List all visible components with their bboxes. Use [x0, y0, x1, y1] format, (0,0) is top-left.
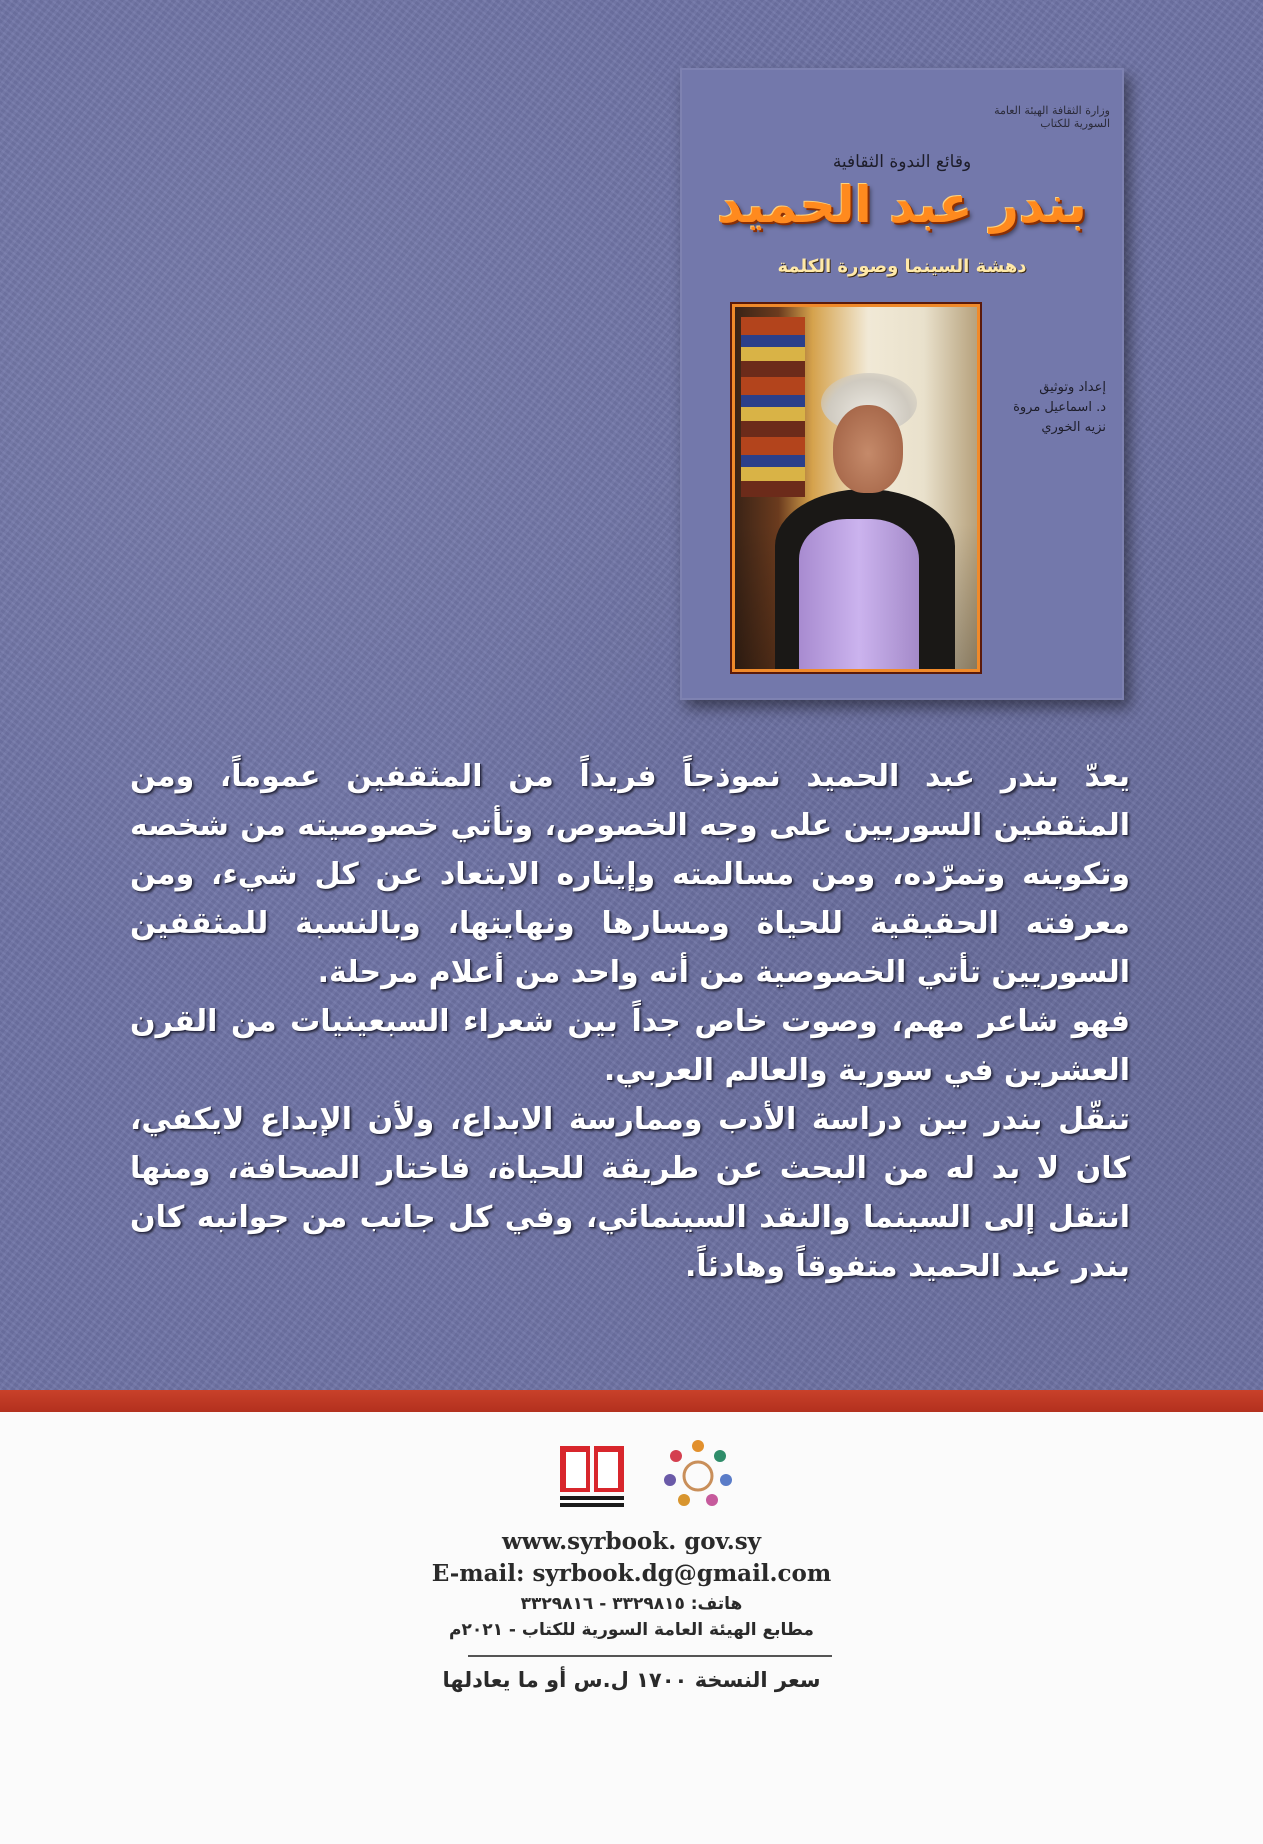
- ring-logo-icon: [660, 1436, 736, 1512]
- photo-shirt: [799, 519, 919, 672]
- series-label: وقائع الندوة الثقافية: [832, 152, 972, 172]
- blurb-paragraph: تنقّل بندر بين دراسة الأدب وممارسة الابداع، ولأن الإبداع لايكفي، كان لا بد له من البحث عن طريقة للحياة، فاختار الصحافة، ومنها انتقل إلى السينما والنقد السينمائي، وفي كل جانب من جوانبه كان بندر عبد الحميد متفوقاً وهادئاً.: [130, 1102, 1130, 1284]
- blurb-paragraph: يعدّ بندر عبد الحميد نموذجاً فريداً من المثقفين عموماً، ومن المثقفين السوريين على وجه الخصوص، وتأتي خصوصيته من شخصه وتكوينه وتمرّده، ومن مسالمته وإيثاره الابتعاد عن كل شيء، ومن معرفته الحقيقية للحياة ومسارها ونهايتها، وبالنسبة للمثقفين السوريين تأتي الخصوصية من أنه واحد من أعلام مرحلة.: [130, 759, 1130, 990]
- painting-backdrop: [741, 317, 805, 497]
- printer-line: مطابع الهيئة العامة السورية للكتاب - ٢٠٢١م: [449, 1620, 814, 1640]
- credit-line: نزيه الخوري: [1041, 420, 1106, 435]
- price-label: سعر النسخة ١٧٠٠ ل.س أو ما يعادلها: [442, 1668, 821, 1692]
- phone-numbers: هاتف: ٣٣٢٩٨١٥ - ٣٣٢٩٨١٦: [520, 1594, 743, 1614]
- credit-line: د. اسماعيل مروة: [1013, 400, 1106, 415]
- publisher-label: وزارة الثقافة الهيئة العامة السورية للكتاب: [994, 104, 1110, 130]
- blurb-text: [130, 752, 1130, 1291]
- author-photo: [732, 304, 980, 672]
- book-subtitle: دهشة السينما وصورة الكلمة: [777, 256, 1027, 277]
- photo-face: [833, 405, 903, 493]
- front-cover-thumbnail: [680, 68, 1124, 700]
- book-logo-icon: [556, 1440, 628, 1512]
- email-link[interactable]: E-mail: syrbook.dg@gmail.com: [431, 1560, 832, 1587]
- red-divider-stripe: [0, 1390, 1263, 1412]
- blurb-paragraph: فهو شاعر مهم، وصوت خاص جداً بين شعراء السبعينيات من القرن العشرين في سورية والعالم العربي.: [130, 1004, 1130, 1088]
- website-link[interactable]: www.syrbook. gov.sy: [501, 1528, 762, 1555]
- credit-line: إعداد وتوثيق: [1039, 380, 1106, 395]
- book-title: بندر عبد الحميد: [717, 176, 1087, 234]
- footer-divider: [468, 1655, 832, 1657]
- credits: [996, 378, 1106, 438]
